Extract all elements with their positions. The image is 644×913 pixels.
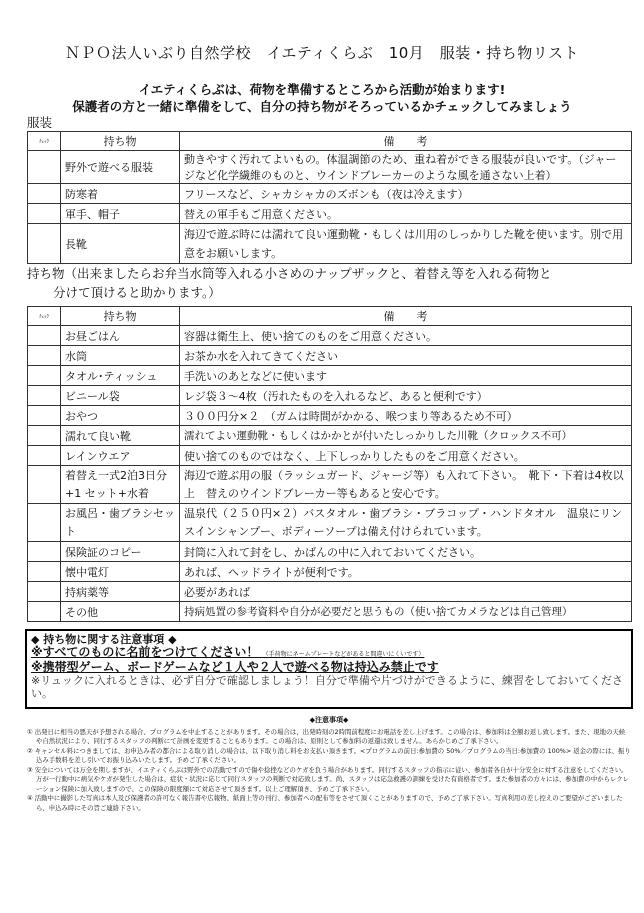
check-box[interactable]: [28, 562, 61, 582]
table-row: [28, 562, 632, 582]
item-name: 軍手、帽子: [61, 204, 180, 224]
item-note: ３００円分×２ （ガムは時間がかかる、喉つまり等あるため不可）: [180, 406, 632, 426]
item-note: 使い捨てのものではなく、上下しっかりしたものをご用意ください。: [180, 446, 632, 466]
item-note: 海辺で遊ぶ用の服（ラッシュガード、ジャージ等）も入れて下さい。 靴下・下着は4枚以上 替えのウインドブレーカー等もあると安心です。: [180, 466, 632, 504]
check-box[interactable]: [28, 504, 61, 542]
item-name: その他: [61, 602, 180, 622]
item-note: 持病処置の参考資料や自分が必要だと思うもの（使い捨てカメラなどは自己管理）: [180, 602, 632, 622]
item-name: おやつ: [61, 406, 180, 426]
table-row: [28, 582, 632, 602]
item-note: 容器は衛生上、使い捨てのものをご用意ください。: [180, 326, 632, 346]
item-note: 動きやすく汚れてよいもの。体温調節のため、重ね着ができる服装が良いです。（ジャージなど化学繊維のものと、ウインドブレーカーのような風を通さない上着）: [180, 151, 632, 184]
note-header: 備 考: [180, 307, 632, 326]
table-row: [28, 224, 632, 264]
item-name: お昼ごはん: [61, 326, 180, 346]
table-row: [28, 406, 632, 426]
item-note: 手洗いのあとなどに使います: [180, 366, 632, 386]
check-box[interactable]: [28, 406, 61, 426]
check-box[interactable]: [28, 204, 61, 224]
fine-print-item: ② キャンセル料につきましては、お申込み者の都合による取り消しの場合は、以下取り消し料をお支払い頂きます。<プログラムの前日:参加費の 50%／プログラムの当日:参加費の 100%> 返金の際には、振り込み手数料を差し引いてお振り込みいたします。予めご了承ください。: [27, 746, 631, 764]
belongings-table: [27, 306, 632, 622]
item-note: 必要があれば: [180, 582, 632, 602]
table-row: [28, 346, 632, 366]
item-note: 濡れてよい運動靴・もしくはかかとが付いたしっかりした川靴（クロックス不可）: [180, 426, 632, 446]
intro-line-2: 保護者の方と一緒に準備をして、自分の持ち物がそろっているかチェックしてみましょう: [72, 99, 572, 114]
item-name: 野外で遊べる服装: [61, 151, 180, 184]
intro: [0, 81, 644, 115]
fine-print-item: ④ 活動中に撮影した写真は本人及び保護者の許可なく報告書や広報物、紙面上等の刊行、参加者への配布等をさせて頂くことがありますので、予めご了承下さい。写真利用の差し控えのご要望がございましたら、申込み時にその旨ご連絡下さい。: [27, 794, 623, 812]
notice-line-3: ※リュックに入れるときは、必ず自分で確認しましょう！自分で準備や片づけができるように、練習をしておいてください。: [31, 674, 623, 700]
item-name: 持病薬等: [61, 582, 180, 602]
item-note: お茶か水を入れてきてください: [180, 346, 632, 366]
check-box[interactable]: [28, 326, 61, 346]
check-box[interactable]: [28, 602, 61, 622]
item-name: 懐中電灯: [61, 562, 180, 582]
check-box[interactable]: [28, 366, 61, 386]
belongings-label-line-2: 分けて頂けると助かります。）: [53, 285, 221, 300]
clothing-table-header: [28, 132, 632, 151]
belongings-notice-box: [25, 629, 633, 709]
table-row: [28, 466, 632, 504]
check-box[interactable]: [28, 184, 61, 204]
item-name: 着替え一式2泊3日分+1 セット+水着: [61, 466, 180, 504]
item-note: フリースなど、シャカシャカのズボンも（夜は冷えます）: [180, 184, 632, 204]
note-header: 備 考: [180, 132, 632, 151]
table-row: [28, 602, 632, 622]
check-header: ﾁｪｯｸ: [28, 307, 61, 326]
check-box[interactable]: [28, 224, 61, 264]
table-row: [28, 542, 632, 562]
notice-line-1: ※すべてのものに名前をつけてください！: [31, 645, 259, 659]
notice-line-2: ※携帯型ゲーム、ボードゲームなど１人や２人で遊べる物は持込み禁止です: [31, 660, 439, 674]
check-box[interactable]: [28, 446, 61, 466]
fine-print: [27, 716, 631, 813]
table-row: [28, 386, 632, 406]
clothing-table: [27, 131, 632, 264]
table-row: [28, 151, 632, 184]
table-row: [28, 446, 632, 466]
clothing-section-label: 服装: [27, 115, 53, 130]
belongings-table-header: [28, 307, 632, 326]
notice-name-tag-line: [31, 646, 627, 661]
belongings-section-label: [27, 264, 637, 302]
table-row: [28, 504, 632, 542]
check-box[interactable]: [28, 582, 61, 602]
table-row: [28, 204, 632, 224]
fine-print-item: ① 出発日に相当の悪天が予想される場合、プログラムを中止することがあります。その場合は、出発時刻の2時間前程度にお電話を差し上げます。この場合は、参加料は全額お返し致します。また、現地の天候や自然状況により、同行するスタッフの判断にて計画を変更することもあります。この場合は、原則として参加料の返還は致しません。あらかじめご了承下さい。: [27, 727, 626, 745]
item-note: 封筒に入れて封をし、かばんの中に入れておいてください。: [180, 542, 632, 562]
notice-heading: ◆ 持ち物に関する注意事項 ◆: [31, 633, 177, 646]
item-name: 保険証のコピー: [61, 542, 180, 562]
item-note: レジ袋３～4枚（汚れたものを入れるなど、あると便利です）: [180, 386, 632, 406]
item-name: 水筒: [61, 346, 180, 366]
item-header: 持ち物: [61, 307, 180, 326]
check-box[interactable]: [28, 346, 61, 366]
check-header: ﾁｪｯｸ: [28, 132, 61, 151]
table-row: [28, 184, 632, 204]
item-name: 濡れて良い靴: [61, 426, 180, 446]
fine-print-heading: ◆注意事項◆: [309, 716, 349, 724]
notice-line-1-small: （手荷物にネームプレートなどがあると間違いにくいです）: [262, 651, 425, 658]
table-row: [28, 366, 632, 386]
item-name: ビニール袋: [61, 386, 180, 406]
item-name: 長靴: [61, 224, 180, 264]
belongings-label-line-1: 持ち物（出来ましたらお弁当水筒等入れる小さめのナップザックと、着替え等を入れる荷物と: [27, 266, 552, 281]
item-note: 替えの軍手もご用意ください。: [180, 204, 632, 224]
item-name: お風呂・歯ブラシセット: [61, 504, 180, 542]
intro-line-1: イエティくらぶは、荷物を準備するところから活動が始まります!: [138, 82, 506, 97]
page-title: ＮＰＯ法人いぶり自然学校 イエティくらぶ 10月 服装・持ち物リスト: [65, 44, 579, 62]
item-header: 持ち物: [61, 132, 180, 151]
table-row: [28, 426, 632, 446]
check-box[interactable]: [28, 151, 61, 184]
item-note: 温泉代（２５０円×２）バスタオル・歯ブラシ・ブラコップ・ハンドタオル 温泉にリンスインシャンプー、ボディーソープは備え付けられています。: [180, 504, 632, 542]
item-note: 海辺で遊ぶ時には濡れて良い運動靴・もしくは川用のしっかりした靴を使います。別で用意をお願いします。: [180, 224, 632, 264]
check-box[interactable]: [28, 426, 61, 446]
item-name: 防寒着: [61, 184, 180, 204]
check-box[interactable]: [28, 386, 61, 406]
item-name: レインウエア: [61, 446, 180, 466]
item-note: あれば、ヘッドライトが便利です。: [180, 562, 632, 582]
check-box[interactable]: [28, 466, 61, 504]
fine-print-item: ③ 安全については万全を期しますが、イエティくらぶは野外での活動ですので傷や捻挫などのケガを負う場合があります。同行するスタッフの指示に従い、参加者各自が十分安全に対する注意をしてください。万が一行動中に病気やケガが発生した場合は、症状・状況に応じて同行スタッフの判断で対応致します。尚、スタッフは応急救護の訓練を受けた有資格者です。また参加者の方々には、参加費の中からレクレーション保険に加入致しますので、この保険の限度額にて対応させて頂きます。以上ご理解頂き、予めご了承下さい。: [27, 765, 630, 793]
table-row: [28, 326, 632, 346]
item-name: タオル･ティッシュ: [61, 366, 180, 386]
check-box[interactable]: [28, 542, 61, 562]
